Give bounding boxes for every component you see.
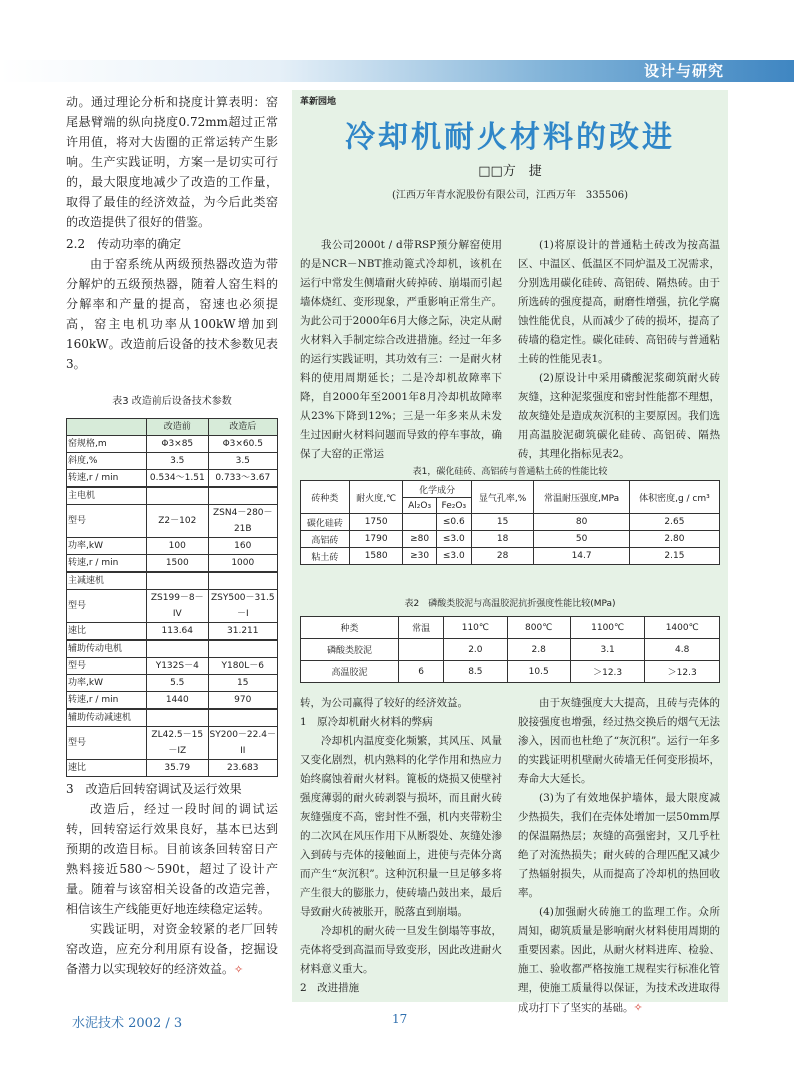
measure-3-paragraph: (3)为了有效地保护墙体，最大限度减少热损失，我们在壳体处增加一层50mm厚的保温隔热层；灰缝的高强密封，又几乎杜绝了对流热损失；耐火砖的合理匹配又减少了热辐射损失，从而提高了冷却机的热回收率。 xyxy=(518,792,720,899)
result-paragraph: 由于灰缝强度大大提高，且砖与壳体的胶接强度也增强，经过热交换后的烟气无法渗入，因而也杜绝了“灰沉积”。运行一年多的实践证明机壁耐火砖墙无任何变形损坏，寿命大大延长。 xyxy=(518,697,720,785)
table-cell: 2.0 xyxy=(444,639,507,661)
table1-header-cell: 常温耐压强度,MPa xyxy=(534,481,630,514)
table-cell: 3.1 xyxy=(570,639,645,661)
table1-header-cell: 体积密度,g / cm³ xyxy=(629,481,719,514)
table-cell: 转速,r / min xyxy=(67,555,147,573)
table-cell: 23.683 xyxy=(208,760,277,777)
table-cell: 1750 xyxy=(349,514,403,531)
table-cell: ZL42.5－15－IZ xyxy=(147,727,209,760)
table-row xyxy=(67,470,278,488)
table-cell: ＞12.3 xyxy=(645,661,720,683)
table-row xyxy=(67,487,278,505)
table3 xyxy=(66,418,278,777)
measure-2-paragraph: (2)原设计中采用磷酸泥浆砌筑耐火砖灰缝，这种泥浆强度和密封性能都不理想，故灰缝处是造成灰沉积的主要原因。我们选用高温胶泥砌筑碳化硅砖、高铝砖、隔热砖，其理化指标见表2。 xyxy=(518,372,720,460)
table-cell: ≥30 xyxy=(403,548,436,565)
table-cell: 3.5 xyxy=(147,453,209,470)
article-col1-bottom xyxy=(300,694,502,998)
table-cell: 10.5 xyxy=(507,661,570,683)
article-panel xyxy=(292,90,728,1014)
table-cell: 1580 xyxy=(349,548,403,565)
table-row xyxy=(67,538,278,555)
intro-continuation: 转，为公司赢得了较好的经济效益。 xyxy=(300,697,468,709)
table1-title: 表1，碳化硅砖、高铝砖与普通粘土砖的性能比较 xyxy=(412,467,608,477)
table-cell: 高铝砖 xyxy=(301,531,350,548)
table-cell: 1500 xyxy=(147,555,209,573)
table-row xyxy=(67,727,278,760)
table-cell: 型号 xyxy=(67,658,147,675)
table-cell: Z2－102 xyxy=(147,505,209,538)
table1-header-cell: Al₂O₃ xyxy=(403,498,436,514)
measure-4-text: (4)加强耐火砖施工的监理工作。众所周知，砌筑质量是影响耐火材料使用周期的重要因素。因此，从耐火材料进库、检验、施工、验收都严格按施工规程实行标准化管理，使施工质量得以保证，为技术改进取得成功打下了坚实的基础。 xyxy=(518,906,720,1014)
table-cell xyxy=(208,709,277,727)
table-cell: 6 xyxy=(399,661,444,683)
defect-paragraph: 冷却机内温度变化频繁，其风压、风量又变化剧烈，机内熟料的化学作用和热应力始终腐蚀着耐火材料。篦板的烧损又使壁衬强度薄弱的耐火砖剥裂与损坏，而且耐火砖灰缝强度不高，密封性不强，机内夹带粉尘的二次风在风压作用下从断裂处、灰缝处渗入到砖与壳体的接触面上，进使与壳体分离而产生“灰沉积”。这种沉积量一旦足够多将产生很大的膨胀力，使砖墙凸鼓出来，最后导致耐火砖被胀开，脱落直到崩塌。 xyxy=(300,735,502,918)
table-row xyxy=(301,514,720,531)
left-paragraph-4 xyxy=(66,919,278,980)
article-author: □□方 捷 xyxy=(478,164,542,179)
table-cell: ＞12.3 xyxy=(570,661,645,683)
table-cell: 速比 xyxy=(67,760,147,777)
intro-paragraph: 我公司2000t / d带RSP预分解窑使用的是NCR－NBT推动篦式冷却机，该机在运行中常发生侧墙耐火砖掉砖、崩塌而引起墙体烧红、变形现象，严重影响正常生产。为此公司于2000年6月大修之际，决定从耐火材料入手制定综合改进措施。经过一年多的运行实践证明，其功效有三：一是耐火材料的使用周期延长；二是冷却机故障率下降，自2000年至2001年8月冷却机故障率从23%下降到12%；三是一年多来从未发生过因耐火材料问题而导致的停车事故，确保了大窑的正常运 xyxy=(300,239,502,460)
table-cell: 1100℃ xyxy=(570,617,645,639)
table-cell: 2.80 xyxy=(629,531,719,548)
article-title: 冷却机耐火材料的改进 xyxy=(345,120,675,155)
table-cell: 辅助传动电机 xyxy=(67,640,147,658)
table-cell: ZS199－8－IV xyxy=(147,590,209,623)
table-cell: 1000 xyxy=(208,555,277,573)
table-cell: 8.5 xyxy=(444,661,507,683)
table-cell: ≤3.0 xyxy=(436,531,471,548)
table-cell: 80 xyxy=(534,514,630,531)
table-cell: 50 xyxy=(534,531,630,548)
table-cell: 1790 xyxy=(349,531,403,548)
table-cell: 高温胶泥 xyxy=(301,661,399,683)
table-cell: 粘土砖 xyxy=(301,548,350,565)
table-cell: 2.8 xyxy=(507,639,570,661)
measure-1-paragraph: (1)将原设计的普通粘土砖改为按高温区、中温区、低温区不同炉温及工况需求，分别选用碳化硅砖、高铝砖、隔热砖。由于所选砖的强度提高，耐磨性增强，抗化学腐蚀性能优良，从而减少了砖的损坏，提高了砖墙的稳定性。碳化硅砖、高铝砖与普通粘土砖的性能见表1。 xyxy=(518,239,720,365)
table-cell: ≤0.6 xyxy=(436,514,471,531)
article-kicker: 革新园地 xyxy=(300,97,337,107)
page-number: 17 xyxy=(392,1012,408,1026)
table3-body xyxy=(67,436,278,777)
table3-title: 表3 改造前后设备技术参数 xyxy=(112,396,232,407)
table-row xyxy=(301,639,720,661)
table3-header-cell: 改造后 xyxy=(208,419,277,436)
table-row xyxy=(67,505,278,538)
table-cell xyxy=(208,572,277,590)
table-cell: 35.79 xyxy=(147,760,209,777)
table-cell: 常温 xyxy=(399,617,444,639)
table-cell: 0.733～3.67 xyxy=(208,470,277,488)
table2-title: 表2 磷酸类胶泥与高温胶泥抗折强度性能比较(MPa) xyxy=(404,599,616,609)
table-cell: 113.64 xyxy=(147,623,209,641)
significance-paragraph: 冷却机的耐火砖一旦发生倒塌等事故，壳体将受到高温而导致变形，因此改进耐火材料意义重大。 xyxy=(300,925,502,975)
section-tag: 设计与研究 xyxy=(643,62,724,80)
table-cell: 15 xyxy=(471,514,533,531)
measure-4-paragraph xyxy=(518,903,720,1018)
table-cell: 5.5 xyxy=(147,675,209,692)
table-cell: 18 xyxy=(471,531,533,548)
left-paragraph-4-text: 实践证明，对资金较紧的老厂回转窑改造，应充分利用原有设备，挖掘设备潜力以实现较好的经济效益。 xyxy=(66,922,278,976)
end-mark-icon: ✧ xyxy=(234,963,244,976)
table-cell: 14.7 xyxy=(534,548,630,565)
table-cell: 磷酸类胶泥 xyxy=(301,639,399,661)
table-cell: 主减速机 xyxy=(67,572,147,590)
table-cell: 斜度,% xyxy=(67,453,147,470)
table-cell: 3.5 xyxy=(208,453,277,470)
table-cell: 型号 xyxy=(67,505,147,538)
table2-body xyxy=(301,639,720,683)
table2-header-row xyxy=(301,617,720,639)
table-cell: 1400℃ xyxy=(645,617,720,639)
table-cell: 100 xyxy=(147,538,209,555)
table-cell xyxy=(147,487,209,505)
table-cell: ZSY500－31.5－I xyxy=(208,590,277,623)
journal-footer: 水泥技术 2002 / 3 xyxy=(72,1016,183,1031)
table-row xyxy=(67,555,278,573)
table-cell: 辅助传动减速机 xyxy=(67,709,147,727)
table-row xyxy=(67,709,278,727)
table-cell xyxy=(399,639,444,661)
table-cell: 功率,kW xyxy=(67,675,147,692)
table-row xyxy=(67,436,278,453)
table1-header-cell: 砖种类 xyxy=(301,481,350,514)
table1 xyxy=(300,480,720,565)
table-cell xyxy=(208,640,277,658)
table-row xyxy=(67,692,278,710)
left-column xyxy=(66,92,278,980)
table-row xyxy=(67,453,278,470)
table-cell: 型号 xyxy=(67,727,147,760)
table-cell: 4.8 xyxy=(645,639,720,661)
table-row xyxy=(301,531,720,548)
table-row xyxy=(301,548,720,565)
table-cell: 窑规格,m xyxy=(67,436,147,453)
table-row xyxy=(67,590,278,623)
table-cell: Φ3×60.5 xyxy=(208,436,277,453)
table3-header-cell: 改造前 xyxy=(147,419,209,436)
table3-header-cell xyxy=(67,419,147,436)
table1-header-cell: 化学成分 xyxy=(403,481,471,498)
table-cell: 型号 xyxy=(67,590,147,623)
table-cell: 转速,r / min xyxy=(67,470,147,488)
table-cell: ≥80 xyxy=(403,531,436,548)
table-row xyxy=(67,640,278,658)
article-col2-top xyxy=(518,236,720,464)
table-cell: 转速,r / min xyxy=(67,692,147,710)
table-cell: 1440 xyxy=(147,692,209,710)
table-cell: SY200－22.4－II xyxy=(208,727,277,760)
table-cell: 种类 xyxy=(301,617,399,639)
table-cell: ≤3.0 xyxy=(436,548,471,565)
section-heading-2-2: 2.2 传动功率的确定 xyxy=(66,237,182,251)
section-heading-2: 2 改进措施 xyxy=(300,982,360,994)
table1-header-cell: 显气孔率,% xyxy=(471,481,533,514)
table-cell: 主电机 xyxy=(67,487,147,505)
table-row xyxy=(301,661,720,683)
table-row xyxy=(67,658,278,675)
table-cell: 2.15 xyxy=(629,548,719,565)
table-row xyxy=(67,572,278,590)
left-paragraph-2: 由于窑系统从两级预热器改造为带分解炉的五级预热器，随着人窑生料的分解率和产量的提高，窑速也必须提高，窑主电机功率从100kW增加到160kW。改造前后设备的技术参数见表3。 xyxy=(66,257,278,371)
table-cell: 碳化硅砖 xyxy=(301,514,350,531)
table-cell: 0.534～1.51 xyxy=(147,470,209,488)
table-cell: 2.65 xyxy=(629,514,719,531)
table-cell: 速比 xyxy=(67,623,147,641)
table-cell: 功率,kW xyxy=(67,538,147,555)
section-heading-3: 3 改造后回转窑调试及运行效果 xyxy=(66,782,242,796)
table-cell xyxy=(147,709,209,727)
table-cell: 15 xyxy=(208,675,277,692)
table-cell: 970 xyxy=(208,692,277,710)
table-cell: ZSN4－280－21B xyxy=(208,505,277,538)
table-cell: Y180L－6 xyxy=(208,658,277,675)
table-cell: 110℃ xyxy=(444,617,507,639)
table-cell xyxy=(147,572,209,590)
table-cell: Y132S－4 xyxy=(147,658,209,675)
section-heading-1: 1 原冷却机耐火材料的弊病 xyxy=(300,716,433,728)
table-cell xyxy=(403,514,436,531)
article-affiliation: (江西万年青水泥股份有限公司，江西万年 335506) xyxy=(392,190,628,201)
article-col2-bottom xyxy=(518,694,720,1018)
table-cell: 160 xyxy=(208,538,277,555)
table-cell: Φ3×85 xyxy=(147,436,209,453)
table-cell: 800℃ xyxy=(507,617,570,639)
table2 xyxy=(300,616,720,683)
table1-header-cell: Fe₂O₃ xyxy=(436,498,471,514)
article-col1-top xyxy=(300,236,502,464)
table-cell: 31.211 xyxy=(208,623,277,641)
left-paragraph-1: 动。通过理论分析和挠度计算表明：窑尾悬臂端的纵向挠度0.72mm超过正常许用值，将对大齿圈的正常运转产生影响。生产实践证明，方案一是切实可行的，最大限度地减少了改造的工作量，取得了最佳的经济效益，为今后此类窑的改造提供了很好的借鉴。 xyxy=(66,95,278,229)
table-cell: 28 xyxy=(471,548,533,565)
table-row xyxy=(67,623,278,641)
table1-header-cell: 耐火度,℃ xyxy=(349,481,403,514)
table-cell xyxy=(147,640,209,658)
table-row xyxy=(67,760,278,777)
table-row xyxy=(67,675,278,692)
table1-body xyxy=(301,514,720,565)
left-paragraph-3: 改造后，经过一段时间的调试运转，回转窑运行效果良好，基本已达到预期的改造目标。目前该条回转窑日产熟料接近580～590t，超过了设计产量。随着与该窑相关设备的改造完善，相信该生产线能更好地连续稳定运转。 xyxy=(66,802,278,916)
table-cell xyxy=(208,487,277,505)
end-mark-icon: ✧ xyxy=(633,1001,643,1014)
